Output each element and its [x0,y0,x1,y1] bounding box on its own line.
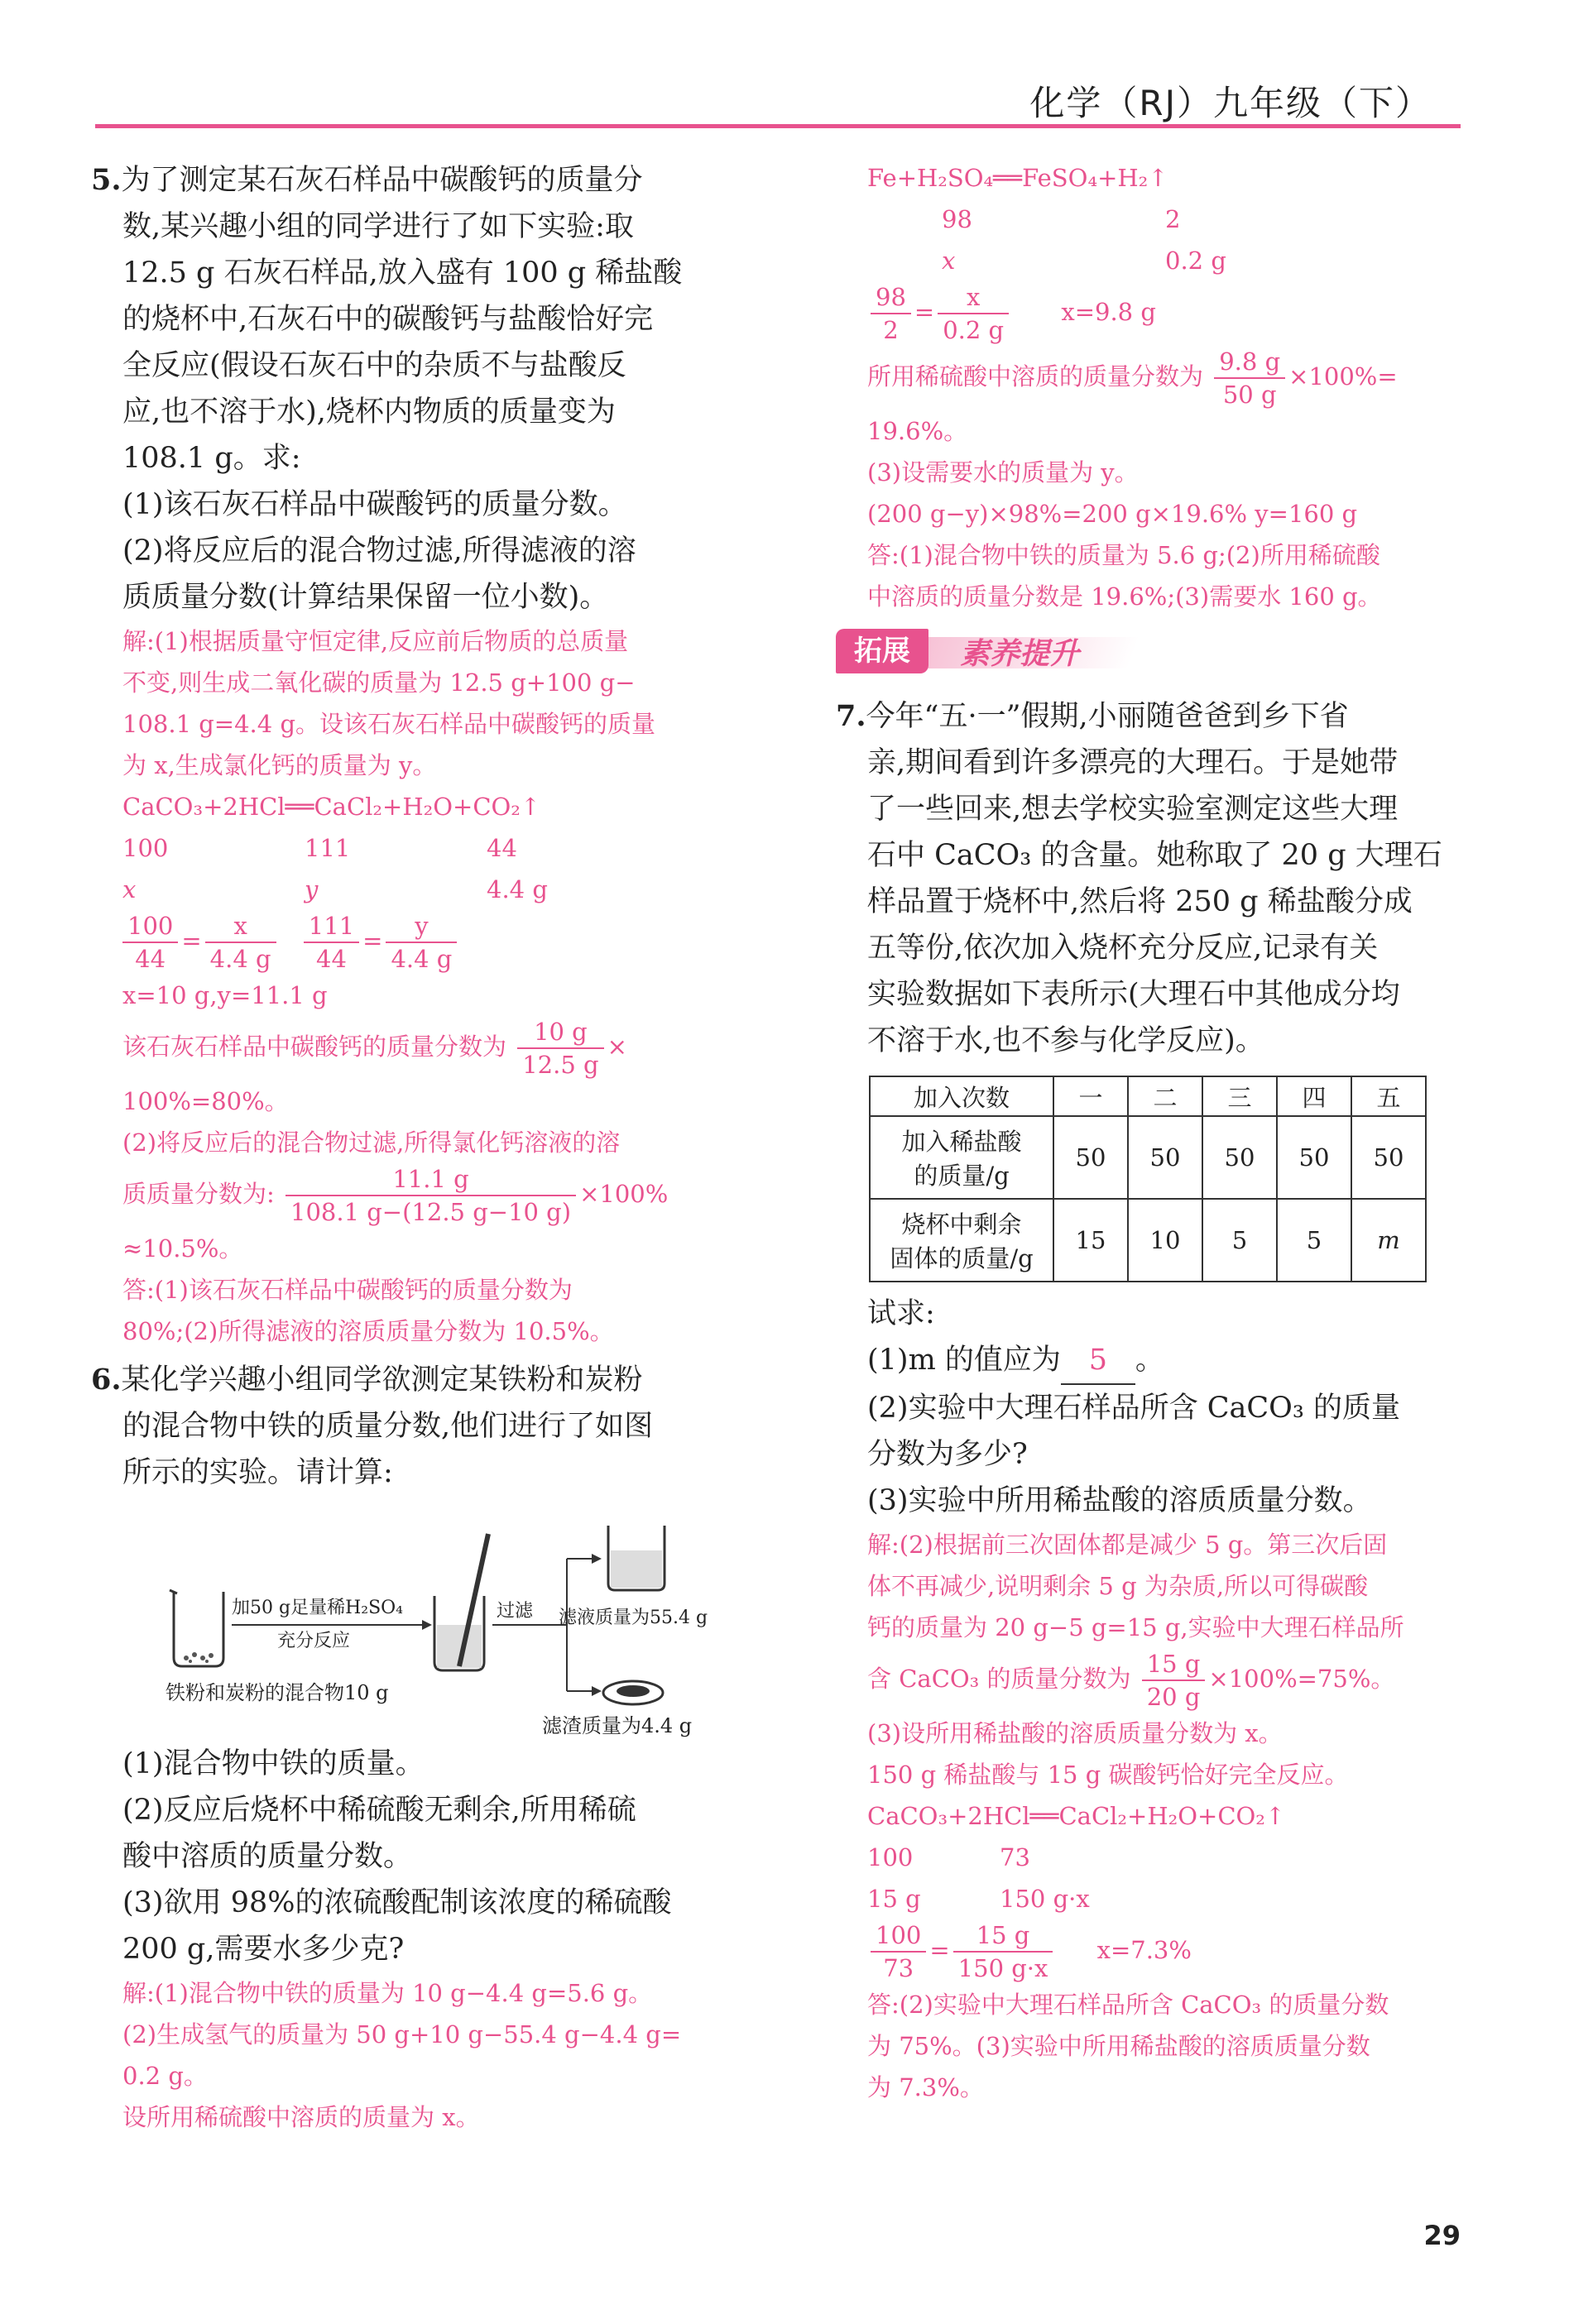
banner-tag: 拓展 [836,629,928,673]
question-6-line: 的混合物中铁的质量分数,他们进行了如图 [122,1410,654,1443]
experiment-diagram [91,1501,745,1741]
question-6-sub2: 酸中溶质的质量分数。 [122,1840,413,1873]
proportion-equation: $\frac{100}{73}$ = $\frac{15 g}{150 g\cdot x}$ x=7.3% [836,1919,1481,1984]
question-6-line: 所示的实验。请计算: [122,1456,393,1489]
question-7-sub2: 分数为多少? [867,1438,1028,1471]
chemical-equation: Fe+H₂SO₄══FeSO₄+H₂↑ [867,164,1168,192]
question-5-sub1: (1)该石灰石样品中碳酸钙的质量分数。 [122,488,627,521]
question-5-line: 为了测定某石灰石样品中碳酸钙的质量分 [121,164,643,197]
unknown-row: x 0.2 g [942,247,1226,275]
right-column [836,157,1481,2108]
question-6 [91,1357,753,2138]
residue-label: 滤渣质量为4.4 g [542,1714,693,1737]
ask-label: 试求: [867,1297,935,1330]
answer-result: x=10 g,y=11.1 g [122,981,328,1009]
answer-line: 150 g 稀盐酸与 15 g 碳酸钙恰好完全反应。 [867,1761,1349,1789]
question-7-line: 实验数据如下表所示(大理石中其他成分均 [867,978,1400,1011]
molar-mass-row: 98 2 [942,205,1181,233]
question-6-line: 某化学兴趣小组同学欲测定某铁粉和炭粉 [121,1363,643,1397]
answer-line: (3)设需要水的质量为 y。 [867,458,1139,486]
answer-conclusion: 中溶质的质量分数是 19.6%;(3)需要水 160 g。 [867,582,1382,611]
answer-blank: 5 [1061,1337,1135,1385]
answer-conclusion: 80%;(2)所得滤液的溶质质量分数为 10.5%。 [122,1317,614,1345]
answer-line: 体不再减少,说明剩余 5 g 为杂质,所以可得碳酸 [867,1572,1369,1600]
header-rule [95,124,1461,128]
answer-line: (2)将反应后的混合物过滤,所得氯化钙溶液的溶 [122,1128,621,1157]
question-6-sub1: (1)混合物中铁的质量。 [122,1747,425,1780]
question-5-answer [91,621,753,1352]
answer-line: 100%=80%。 [122,1087,289,1115]
question-6-sub3: (3)欲用 98%的浓硫酸配制该浓度的稀硫酸 [122,1886,672,1919]
question-7-sub3: (3)实验中所用稀盐酸的溶质质量分数。 [867,1484,1372,1517]
table-row: 烧杯中剩余 固体的质量/g 15 10 5 5 m [870,1199,1426,1282]
chemical-equation: CaCO₃+2HCl══CaCl₂+H₂O+CO₂↑ [867,1802,1286,1830]
percentage-line: 含 CaCO₃ 的质量分数为 $\frac{15 g}{20 g}$ ×100%=75%。 [867,1650,1395,1711]
banner-title: 素养提升 [960,636,1080,671]
answer-line: 解:(2)根据前三次固体都是减少 5 g。第三次后固 [867,1531,1388,1559]
table-row: 加入稀盐酸 的质量/g 50 50 50 50 50 [870,1116,1426,1199]
mixture-label: 铁粉和炭粉的混合物10 g [166,1681,389,1704]
question-7-line: 样品置于烧杯中,然后将 250 g 稀盐酸分成 [867,885,1413,918]
page-number: 29 [1423,2220,1461,2251]
molar-mass-row: 100 73 [867,1843,1030,1871]
answer-line: (2)生成氢气的质量为 50 g+10 g−55.4 g−4.4 g= [122,2020,682,2048]
answer-line: (3)设所用稀盐酸的溶质质量分数为 x。 [867,1719,1283,1747]
question-7-line: 石中 CaCO₃ 的含量。她称取了 20 g 大理石 [867,839,1442,872]
question-5-line: 应,也不溶于水),烧杯内物质的质量变为 [122,395,616,429]
answer-line: 钙的质量为 20 g−5 g=15 g,实验中大理石样品所 [867,1613,1404,1641]
question-7-line: 不溶于水,也不参与化学反应)。 [867,1024,1264,1057]
answer-conclusion: 答:(1)该石灰石样品中碳酸钙的质量分数为 [122,1276,573,1304]
answer-line: 19.6%。 [867,417,968,445]
question-7-line: 今年“五·一”假期,小丽随爸爸到乡下省 [866,700,1349,733]
question-5-line: 12.5 g 石灰石样品,放入盛有 100 g 稀盐酸 [122,256,683,290]
question-5-sub2: (2)将反应后的混合物过滤,所得滤液的溶 [122,534,636,568]
question-5-line: 全反应(假设石灰石中的杂质不与盐酸反 [122,349,626,382]
answer-line: 解:(1)混合物中铁的质量为 10 g−4.4 g=5.6 g。 [122,1979,653,2007]
table-row: 加入次数 一 二 三 四 五 [870,1076,1426,1116]
unknown-row: x y 4.4 g [122,875,548,903]
proportion-equation: $\frac{98}{2}$ = $\frac{x}{0.2 g}$ x=9.8 g [836,281,1481,346]
section-banner [836,624,1481,682]
question-5-sub2: 质质量分数(计算结果保留一位小数)。 [122,581,609,614]
reagent-label: 加50 g足量稀H₂SO₄ [232,1598,404,1618]
answer-line: 设所用稀硫酸中溶质的质量为 x。 [122,2103,480,2131]
condition-label: 充分反应 [277,1631,351,1651]
question-5 [91,157,753,1352]
powder-icon [184,1652,214,1663]
answer-line: 108.1 g=4.4 g。设该石灰石样品中碳酸钙的质量 [122,710,656,738]
question-7-sub2: (2)实验中大理石样品所含 CaCO₃ 的质量 [867,1392,1400,1425]
question-6-number: 6. [91,1363,122,1397]
question-7-line: 亲,期间看到许多漂亮的大理石。于是她带 [867,746,1399,779]
molar-mass-row: 100 111 44 [122,834,517,862]
left-column [91,157,753,2138]
filtrate-label: 滤液质量为55.4 g [559,1608,708,1628]
percentage-line: 质质量分数为: $\frac{11.1 g}{108.1 g-(12.5 g-10 g)}$ ×100% [122,1165,669,1226]
question-7-sub1: (1)m 的值应为 5 。 [836,1337,1481,1385]
answer-line: (200 g−y)×98%=200 g×19.6% y=160 g [867,500,1358,528]
answer-conclusion: 为 7.3%。 [867,2073,984,2101]
data-table [869,1076,1427,1282]
answer-line: 不变,则生成二氧化碳的质量为 12.5 g+100 g− [122,668,636,697]
question-7-line: 五等份,依次加入烧杯充分反应,记录有关 [867,932,1379,965]
question-5-line: 108.1 g。求: [122,442,301,475]
percentage-line: 所用稀硫酸中溶质的质量分数为 $\frac{9.8 g}{50 g}$ ×100%= [867,347,1398,409]
chemical-equation: CaCO₃+2HCl══CaCl₂+H₂O+CO₂↑ [122,793,541,821]
unknown-row: 15 g 150 g·x [867,1885,1090,1913]
filter-label: 过滤 [497,1601,534,1622]
question-5-line: 的烧杯中,石灰石中的碳酸钙与盐酸恰好完 [122,303,654,336]
answer-line: 0.2 g。 [122,2062,208,2090]
question-5-line: 数,某兴趣小组的同学进行了如下实验:取 [122,210,634,243]
header-title: 化学（RJ）九年级（下） [1029,83,1432,123]
percentage-line: 该石灰石样品中碳酸钙的质量分数为 $\frac{10 g}{12.5 g}$ × [122,1018,627,1079]
question-6-sub2: (2)反应后烧杯中稀硫酸无剩余,所用稀硫 [122,1794,636,1827]
answer-conclusion: 为 75%。(3)实验中所用稀盐酸的溶质质量分数 [867,2032,1370,2060]
answer-line: ≈10.5%。 [122,1234,243,1263]
residue-icon [617,1685,650,1697]
question-7-line: 了一些回来,想去学校实验室测定这些大理 [867,793,1399,826]
proportion-equation: $\frac{100}{44}$ = $\frac{x}{4.4 g}$ $\frac{111}{44}$ = $\frac{y}{4.4 g}$ [91,910,753,975]
answer-line: 为 x,生成氯化钙的质量为 y。 [122,751,437,779]
question-7 [836,693,1481,2108]
question-7-number: 7. [836,699,866,733]
answer-line: 解:(1)根据质量守恒定律,反应前后物质的总质量 [122,627,629,655]
answer-conclusion: 答:(1)混合物中铁的质量为 5.6 g;(2)所用稀硫酸 [867,541,1380,569]
question-5-number: 5. [91,163,122,197]
question-6-sub3: 200 g,需要水多少克? [122,1933,405,1966]
question-6-continued [836,157,1481,617]
answer-conclusion: 答:(2)实验中大理石样品所含 CaCO₃ 的质量分数 [867,1991,1389,2019]
